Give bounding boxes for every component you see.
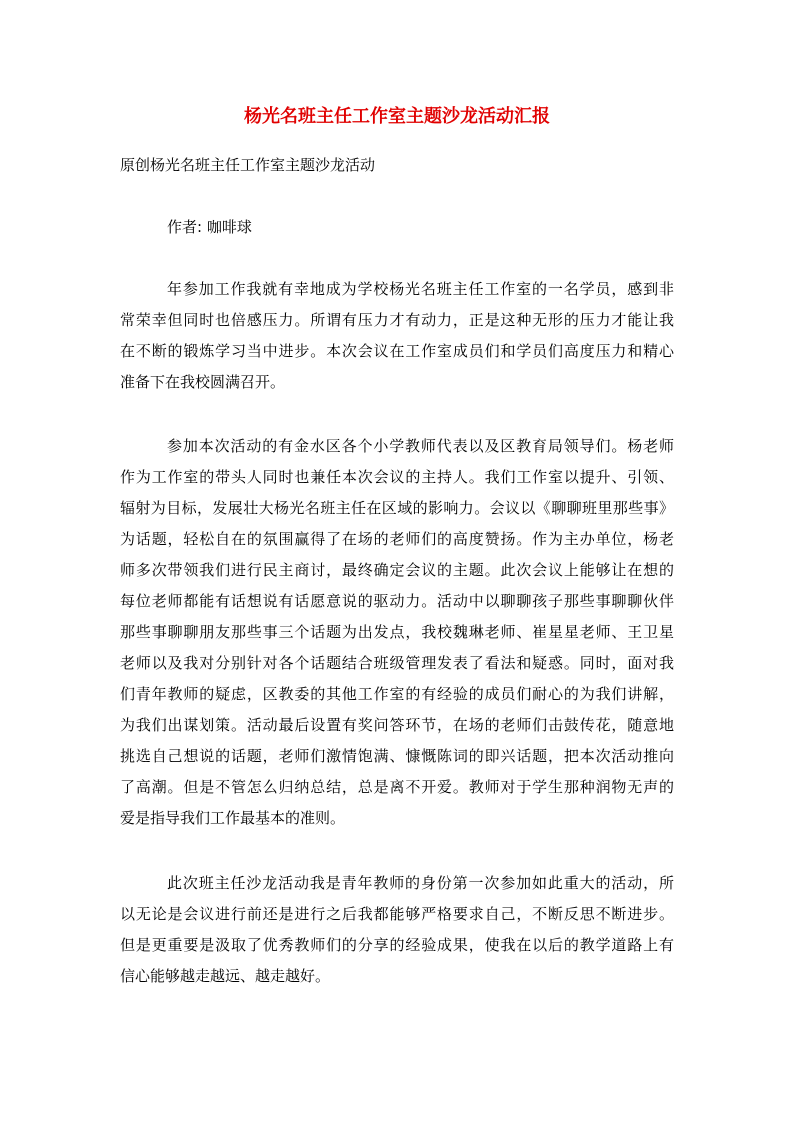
paragraph-line: 此次班主任沙龙活动我是青年教师的身份第一次参加如此重大的活动，所 [167,874,674,892]
paragraph-line: 每位老师都能有话想说有话愿意说的驱动力。活动中以聊聊孩子那些事聊聊伙伴 [120,592,674,610]
paragraph-line: 年参加工作我就有幸地成为学校杨光名班主任工作室的一名学员，感到非 [167,280,674,298]
paragraph-line: 爱是指导我们工作最基本的准则。 [120,809,346,827]
paragraph-line: 们青年教师的疑虑，区教委的其他工作室的有经验的成员们耐心的为我们讲解， [120,685,674,703]
paragraph-line: 为我们出谋划策。活动最后设置有奖问答环节，在场的老师们击鼓传花，随意地 [120,716,674,734]
paragraph-line: 但是更重要是汲取了优秀教师们的分享的经验成果，使我在以后的教学道路上有 [120,936,674,954]
paragraph-line: 辐射为目标，发展壮大杨光名班主任在区域的影响力。会议以《聊聊班里那些事》 [120,499,674,517]
paragraph-line: 老师以及我对分别针对各个话题结合班级管理发表了看法和疑惑。同时，面对我 [120,654,674,672]
document-subtitle: 原创杨光名班主任工作室主题沙龙活动 [120,156,376,174]
document-title: 杨光名班主任工作室主题沙龙活动汇报 [244,106,550,127]
paragraph-line: 准备下在我校圆满召开。 [120,373,286,391]
paragraph-line: 那些事聊聊朋友那些事三个话题为出发点，我校魏琳老师、崔星星老师、王卫星 [120,623,674,641]
paragraph-line: 信心能够越走越远、越走越好。 [120,967,331,985]
paragraph-line: 师多次带领我们进行民主商讨，最终确定会议的主题。此次会议上能够让在想的 [120,561,674,579]
paragraph-1 [120,274,674,398]
paragraph-line: 作为工作室的带头人同时也兼任本次会议的主持人。我们工作室以提升、引领、 [120,468,674,486]
paragraph-line: 挑选自己想说的话题，老师们激情饱满、慷慨陈词的即兴话题，把本次活动推向 [120,747,674,765]
document-author: 作者: 咖啡球 [167,218,252,236]
paragraph-line: 了高潮。但是不管怎么归纳总结，总是离不开爱。教师对于学生那种润物无声的 [120,778,674,796]
paragraph-3 [120,868,674,992]
paragraph-line: 在不断的锻炼学习当中进步。本次会议在工作室成员们和学员们高度压力和精心 [120,342,674,360]
paragraph-line: 以无论是会议进行前还是进行之后我都能够严格要求自己，不断反思不断进步。 [120,905,674,923]
paragraph-line: 常荣幸但同时也倍感压力。所谓有压力才有动力，正是这种无形的压力才能让我 [120,311,674,329]
paragraph-line: 为话题，轻松自在的氛围赢得了在场的老师们的高度赞扬。作为主办单位，杨老 [120,530,674,548]
paragraph-line: 参加本次活动的有金水区各个小学教师代表以及区教育局领导们。杨老师 [167,437,674,455]
paragraph-2 [120,431,674,834]
